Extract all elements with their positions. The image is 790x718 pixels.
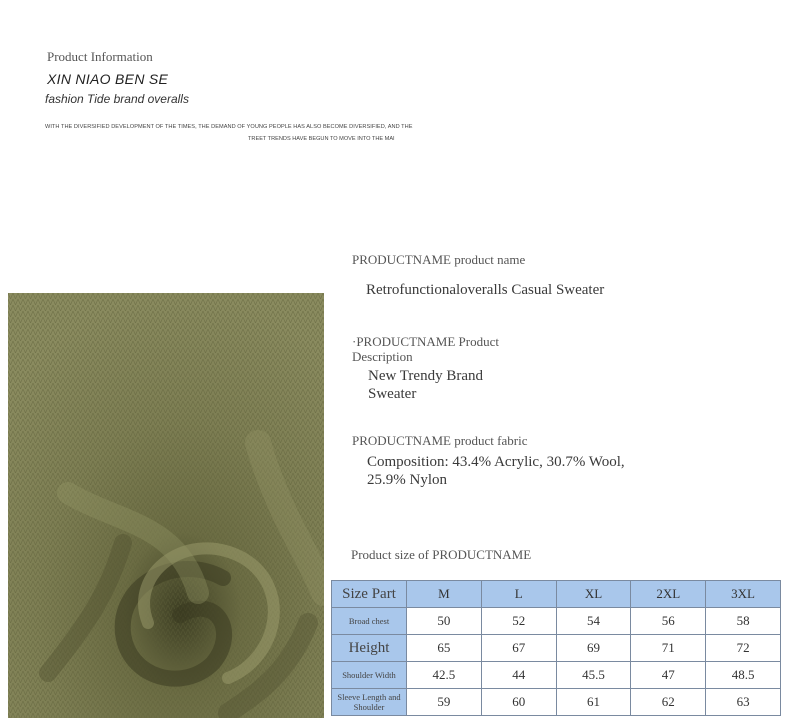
row-label-sleeve-length: Sleeve Length and Shoulder [332, 689, 407, 716]
table-cell: 71 [631, 635, 706, 662]
table-cell: 47 [631, 662, 706, 689]
table-cell: 44 [481, 662, 556, 689]
table-cell: 45.5 [556, 662, 631, 689]
table-cell: 50 [407, 608, 482, 635]
table-cell: 72 [706, 635, 781, 662]
table-cell: 62 [631, 689, 706, 716]
product-description-value-line-1: New Trendy Brand [368, 368, 483, 384]
table-row [332, 608, 781, 635]
table-row [332, 689, 781, 716]
product-fabric-value-line-1: Composition: 43.4% Acrylic, 30.7% Wool, [367, 454, 625, 470]
product-fabric-value-line-2: 25.9% Nylon [367, 472, 447, 488]
product-name-label: PRODUCTNAME product name [352, 252, 526, 267]
product-description-label-line-1: ·PRODUCTNAME Product [352, 334, 499, 349]
size-table [331, 580, 781, 716]
size-table-header-row [332, 581, 781, 608]
size-header-3xl: 3XL [706, 581, 781, 608]
table-row [332, 635, 781, 662]
table-cell: 52 [481, 608, 556, 635]
table-cell: 61 [556, 689, 631, 716]
table-cell: 58 [706, 608, 781, 635]
brand-tagline: fashion Tide brand overalls [45, 92, 189, 106]
table-cell: 54 [556, 608, 631, 635]
size-part-header: Size Part [332, 581, 407, 608]
size-header-m: M [407, 581, 482, 608]
table-row [332, 662, 781, 689]
table-cell: 42.5 [407, 662, 482, 689]
row-label-height: Height [332, 635, 407, 662]
product-description-value-line-2: Sweater [368, 386, 417, 402]
table-cell: 48.5 [706, 662, 781, 689]
table-cell: 63 [706, 689, 781, 716]
table-cell: 65 [407, 635, 482, 662]
table-cell: 67 [481, 635, 556, 662]
row-label-shoulder-width: Shoulder Width [332, 662, 407, 689]
product-fabric-label: PRODUCTNAME product fabric [352, 433, 528, 448]
product-size-label: Product size of PRODUCTNAME [351, 547, 532, 562]
table-cell: 59 [407, 689, 482, 716]
fine-print-line-1: WITH THE DIVERSIFIED DEVELOPMENT OF THE TIMES, THE DEMAND OF YOUNG PEOPLE HAS ALSO BECOME DIVERSIFIED, AND THE [45, 124, 413, 130]
knit-fabric-image [8, 293, 324, 718]
product-info-label: Product Information [47, 49, 153, 64]
table-cell: 56 [631, 608, 706, 635]
table-cell: 69 [556, 635, 631, 662]
product-description-label-line-2: Description [352, 349, 413, 364]
size-header-2xl: 2XL [631, 581, 706, 608]
product-name-value: Retrofunctionaloveralls Casual Sweater [366, 282, 605, 298]
size-header-l: L [481, 581, 556, 608]
fine-print-line-2: TREET TRENDS HAVE BEGUN TO MOVE INTO THE MAI [248, 136, 395, 142]
row-label-broad-chest: Broad chest [332, 608, 407, 635]
size-header-xl: XL [556, 581, 631, 608]
brand-name: XIN NIAO BEN SE [47, 71, 169, 87]
table-cell: 60 [481, 689, 556, 716]
